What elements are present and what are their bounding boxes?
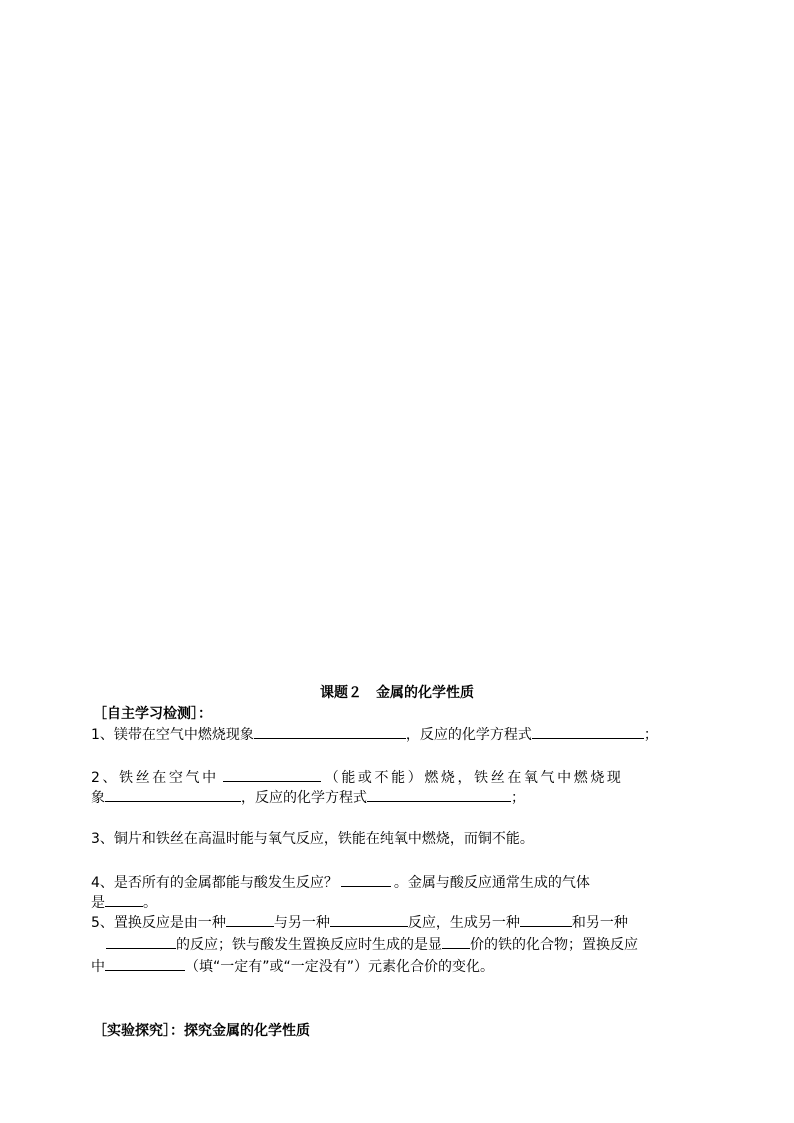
- question-5-text-a: 5、置换反应是由一种: [91, 915, 226, 931]
- question-5-text-h: （填“一定有”或“一定没有”）元素化合价的变化。: [185, 959, 495, 975]
- question-2-line-2: [91, 787, 703, 808]
- question-5-text-f: 价的铁的化合物；置换反应: [470, 937, 638, 953]
- answer-blank: [520, 912, 572, 927]
- answer-blank: [367, 787, 511, 802]
- answer-blank: [106, 934, 176, 949]
- question-4-text-b: 。金属与酸反应通常生成的气体: [393, 875, 590, 891]
- question-3: 3、铜片和铁丝在高温时能与氧气反应，铁能在纯氧中燃烧，而铜不能。: [91, 831, 534, 847]
- section-heading-experiment: ［实验探究］：探究金属的化学性质: [93, 1023, 310, 1039]
- answer-blank: [330, 912, 408, 927]
- question-2-text-c: 象: [91, 790, 105, 806]
- answer-blank: [105, 892, 143, 907]
- question-2-line-1: [91, 767, 703, 788]
- question-2-text-a: 2、铁丝在空气中: [91, 770, 219, 786]
- question-2-text-d: ，反应的化学方程式: [241, 790, 367, 806]
- answer-blank: [254, 724, 406, 739]
- question-1-text-c: ；: [643, 727, 658, 743]
- answer-blank: [105, 956, 185, 971]
- question-1: [91, 724, 703, 745]
- question-4-text-d: 。: [143, 895, 157, 911]
- answer-blank: [223, 767, 321, 782]
- question-4-text-c: 是: [91, 895, 105, 911]
- page-title: 课题２ 金属的化学性质: [320, 685, 474, 701]
- answer-blank: [442, 934, 470, 949]
- question-5-line-3: [91, 956, 703, 977]
- question-2-text-b: （能或不能）燃烧，铁丝在氧气中燃烧现: [324, 770, 624, 786]
- question-5-text-e: 的反应；铁与酸发生置换反应时生成的是显: [176, 937, 442, 953]
- question-5-line-2: [106, 934, 718, 955]
- answer-blank: [105, 787, 241, 802]
- question-5-text-g: 中: [91, 959, 105, 975]
- question-4-line-1: [91, 872, 703, 893]
- answer-blank: [532, 724, 644, 739]
- question-1-text-b: ，反应的化学方程式: [405, 727, 532, 743]
- question-2-text-e: ；: [511, 790, 525, 806]
- question-5-text-d: 和另一种: [571, 915, 628, 931]
- question-1-text-a: 1、镁带在空气中燃烧现象: [91, 727, 254, 743]
- question-5-text-c: 反应，生成另一种: [407, 915, 520, 931]
- answer-blank: [226, 912, 274, 927]
- section-heading-self-study: ［自主学习检测］：: [93, 706, 212, 722]
- question-5-line-1: [91, 912, 703, 933]
- question-5-text-b: 与另一种: [273, 915, 330, 931]
- answer-blank: [341, 872, 391, 887]
- question-4-text-a: 4、是否所有的金属都能与酸发生反应？: [91, 875, 338, 891]
- question-4-line-2: [91, 892, 703, 913]
